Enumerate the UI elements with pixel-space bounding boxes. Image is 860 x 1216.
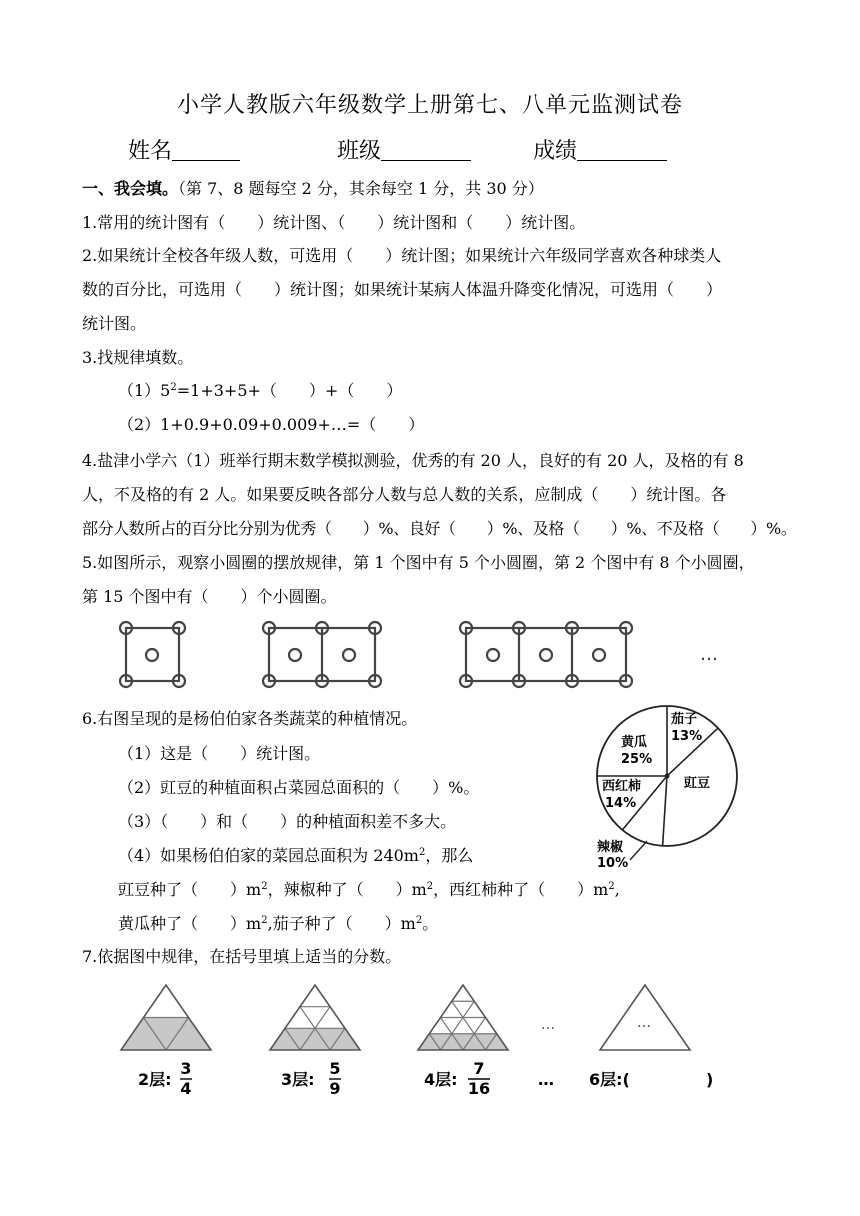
q6-5-c: ，西红柿种了（ ）m (433, 880, 609, 899)
pie-value-pepper: 10% (597, 856, 629, 871)
caption-2-layers: 2层: (138, 1070, 172, 1089)
fraction-4-den: 16 (467, 1079, 491, 1098)
name-blank[interactable] (172, 138, 240, 161)
vegetable-pie-chart (585, 700, 745, 880)
question-6-part-1: （1）这是（ ）统计图。 (118, 744, 321, 763)
caption-ellipsis: … (538, 1070, 554, 1089)
name-field (128, 134, 240, 165)
question-4-line-3: 部分人数所占的百分比分别为优秀（ ）%、良好（ ）%、及格（ ）%、不及格（ ）%。 (82, 519, 797, 538)
class-field (337, 134, 471, 165)
triangle-inner-dots: … (637, 1015, 651, 1031)
q6-5-d: , (614, 880, 620, 899)
question-6-line-6 (118, 913, 438, 935)
triangle-layers-figure (0, 975, 860, 1115)
section1-note: （第 7、8 题每空 2 分，其余每空 1 分，共 30 分） (178, 179, 544, 198)
fraction-4-num: 7 (473, 1059, 485, 1078)
question-6-part-3: （3）（ ）和（ ）的种植面积差不多大。 (118, 812, 457, 831)
q6-6-c: 。 (422, 914, 439, 933)
pepper-leader-line (630, 841, 647, 860)
q3-1-tail: =1+3+5+（ ）+（ ） (176, 381, 403, 400)
pattern-figure-3 (460, 622, 632, 687)
question-3-part-1 (118, 380, 402, 402)
caption-4-layers: 4层: (424, 1070, 458, 1089)
section1-header (82, 178, 544, 200)
question-2-line-3: 统计图。 (82, 314, 147, 333)
pattern-ellipsis: … (700, 644, 718, 665)
q3-1-text: （1）5 (118, 381, 171, 400)
class-blank[interactable] (381, 138, 471, 161)
q6-6-b: ,茄子种了（ ）m (267, 914, 416, 933)
q6-5-exp-a: 2 (261, 881, 268, 892)
pie-label-cucumber: 黄瓜 (621, 735, 648, 750)
pattern-figure-1 (120, 622, 185, 687)
page-title: 小学人教版六年级数学上册第七、八单元监测试卷 (176, 93, 683, 118)
fraction-2-den: 4 (180, 1079, 192, 1098)
question-2-line-1: 2.如果统计全校各年级人数，可选用（ ）统计图；如果统计六年级同学喜欢各种球类人 (82, 246, 722, 265)
q6-4-exponent: 2 (418, 847, 426, 858)
pie-label-pepper: 辣椒 (597, 840, 624, 855)
question-4-line-2: 人，不及格的有 2 人。如果要反映各部分人数与总人数的关系，应制成（ ）统计图。各 (82, 485, 727, 504)
caption-6-layers: 6层:( (589, 1070, 630, 1089)
q6-5-b: ，辣椒种了（ ）m (267, 880, 427, 899)
triangle-shaded-row (121, 1018, 211, 1051)
caption-6-close: ) (706, 1070, 714, 1089)
pie-label-cowpea: 豇豆 (684, 776, 711, 791)
q6-5-exp-b: 2 (426, 881, 434, 892)
q6-4-text: （4）如果杨伯伯家的菜园总面积为 240m (118, 846, 419, 865)
pie-label-tomato: 西红柿 (602, 779, 642, 794)
q6-5-exp-c: 2 (608, 881, 615, 892)
circle-pattern-figures (0, 615, 860, 695)
question-6-part-4 (118, 845, 473, 867)
score-label: 成绩 (533, 139, 578, 164)
question-3-part-2: （2）1+0.9+0.09+0.009+…=（ ） (118, 415, 425, 434)
q6-6-a: 黄瓜种了（ ）m (118, 914, 262, 933)
fraction-3-num: 5 (329, 1059, 341, 1078)
question-1: 1.常用的统计图有（ ）统计图、（ ）统计图和（ ）统计图。 (82, 213, 586, 232)
caption-3-layers: 3层: (281, 1070, 315, 1089)
question-5-line-1: 5.如图所示，观察小圆圈的摆放规律，第 1 个图中有 5 个小圆圈，第 2 个图中有 8 个小圆圈， (82, 553, 755, 572)
question-6-line-5 (118, 879, 620, 901)
question-4-line-1: 4.盐津小学六（1）班举行期末数学模拟测验，优秀的有 20 人，良好的有 20 人，及格的有 8 (82, 451, 744, 470)
name-label: 姓名 (128, 139, 173, 164)
pie-divider-pepper (663, 776, 667, 846)
triangle-ellipsis: … (541, 1017, 555, 1033)
question-6-part-2: （2）豇豆的种植面积占菜园总面积的（ ）%。 (118, 778, 480, 797)
section1-heading: 一、我会填。 (82, 179, 179, 198)
pie-value-tomato: 14% (605, 796, 637, 811)
q6-6-exp-b: 2 (415, 915, 423, 926)
pie-label-eggplant: 茄子 (671, 712, 698, 727)
pattern-figure-2 (263, 622, 381, 687)
q6-6-exp-a: 2 (261, 915, 268, 926)
fraction-3-den: 9 (329, 1079, 341, 1098)
score-field (533, 134, 667, 165)
pie-value-cucumber: 25% (621, 752, 653, 767)
q3-1-exponent: 2 (170, 382, 177, 393)
pie-center (665, 774, 670, 779)
q6-4-tail: ，那么 (425, 846, 474, 865)
class-label: 班级 (337, 139, 382, 164)
pie-value-eggplant: 13% (671, 729, 703, 744)
question-7: 7.依据图中规律，在括号里填上适当的分数。 (82, 947, 402, 966)
q6-5-a: 豇豆种了（ ）m (118, 880, 262, 899)
question-2-line-2: 数的百分比，可选用（ ）统计图；如果统计某病人体温升降变化情况，可选用（ ） (82, 280, 723, 299)
score-blank[interactable] (577, 138, 667, 161)
question-5-line-2: 第 15 个图中有（ ）个小圆圈。 (82, 587, 337, 606)
fraction-2-num: 3 (180, 1059, 192, 1078)
question-3: 3.找规律填数。 (82, 348, 194, 367)
question-6: 6.右图呈现的是杨伯伯家各类蔬菜的种植情况。 (82, 709, 418, 728)
